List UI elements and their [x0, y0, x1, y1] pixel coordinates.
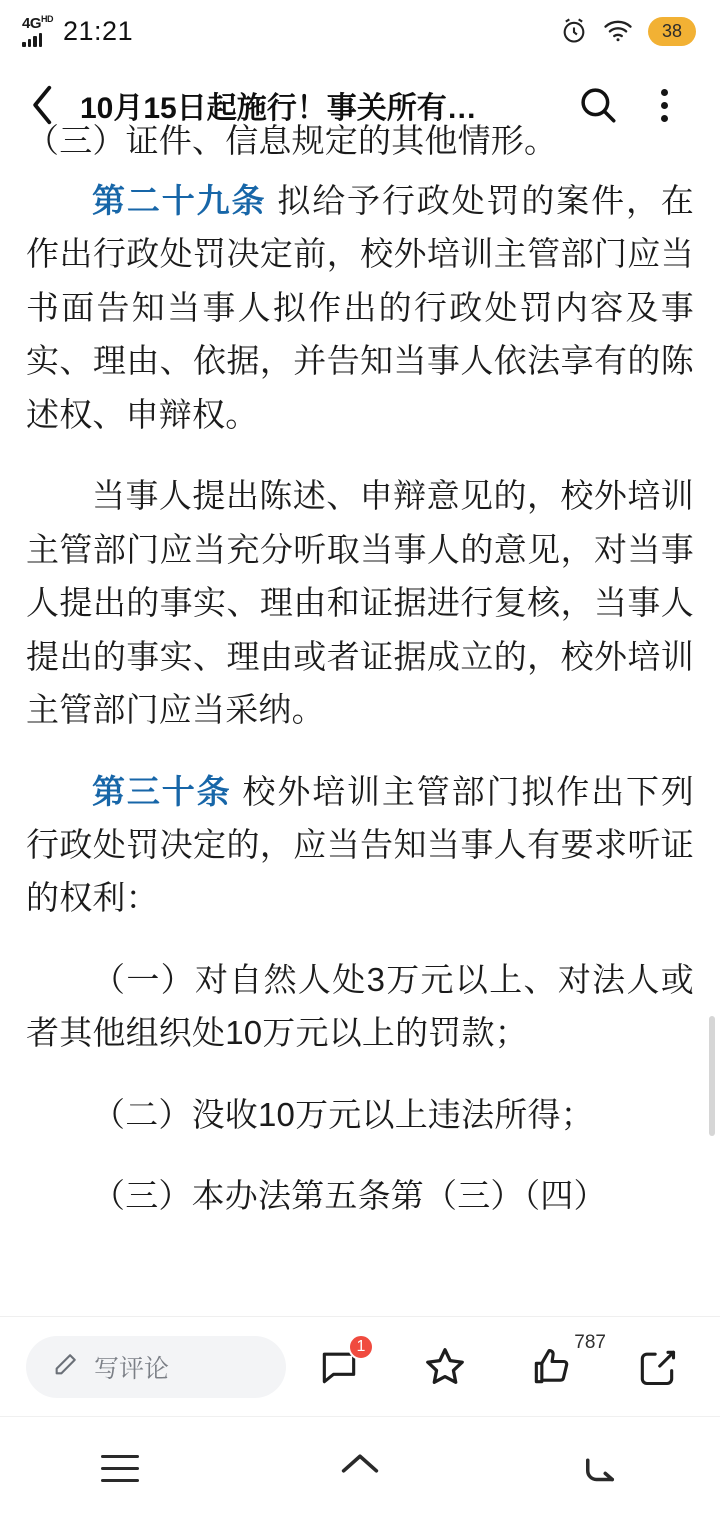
battery-icon: 38	[648, 17, 696, 46]
wifi-icon	[603, 19, 633, 43]
network-type-label	[22, 15, 53, 31]
page-title: 10月15日起施行！事关所有…	[80, 92, 477, 125]
star-icon[interactable]	[414, 1336, 476, 1398]
scrollbar[interactable]	[709, 1016, 715, 1136]
action-bar	[0, 1316, 720, 1416]
paragraph	[26, 469, 694, 736]
thumbs-up-icon[interactable]	[520, 1331, 606, 1398]
network-hd-text: HD	[41, 14, 54, 24]
paragraph-text: （二）没收10万元以上违法所得；	[92, 1095, 594, 1133]
alarm-icon	[560, 17, 588, 45]
paragraph	[26, 174, 694, 441]
paragraph-text: 校外培训主管部门拟作出下列行政处罚决定的，应当告知当事人有要求听证的权利：	[26, 772, 695, 917]
home-icon[interactable]	[305, 1434, 415, 1504]
network-type-text: 4G	[22, 15, 42, 32]
pencil-icon	[52, 1350, 80, 1383]
menu-icon[interactable]	[65, 1434, 175, 1504]
paragraph-text: 拟给予行政处罚的案件，在作出行政处罚决定前，校外培训主管部门应当书面告知当事人拟作出的行政处罚内容及事实、理由、依据，并告知当事人依法享有的陈述权、申辩权。	[26, 182, 695, 433]
paragraph-text: 当事人提出陈述、申辩意见的，校外培训主管部门应当充分听取当事人的意见，对当事人提出的事实、理由和证据进行复核，当事人提出的事实、理由或者证据成立的，校外培训主管部门应当采纳。	[26, 477, 694, 729]
status-right	[560, 17, 696, 46]
comment-input[interactable]	[26, 1336, 286, 1398]
paragraph	[26, 1088, 694, 1141]
article-number: 第三十条	[92, 772, 232, 810]
article-number: 第二十九条	[92, 182, 267, 219]
paragraph-text: （一）对自然人处3万元以上、对法人或者其他组织处10万元以上的罚款；	[26, 960, 694, 1052]
status-bar	[0, 0, 720, 62]
status-left	[22, 15, 133, 47]
action-icons	[308, 1331, 688, 1398]
article-body[interactable]	[0, 122, 720, 1316]
comment-icon[interactable]	[308, 1336, 370, 1398]
signal-icon	[22, 33, 42, 47]
clipped-paragraph: （三）证件、信息规定的其他情形。	[26, 122, 558, 159]
comment-count-badge: 1	[348, 1334, 374, 1360]
paragraph	[26, 1169, 694, 1222]
comment-placeholder-text: 写评论	[94, 1354, 170, 1383]
paragraph	[26, 953, 694, 1060]
like-count: 787	[574, 1331, 606, 1353]
system-navigation-bar	[0, 1416, 720, 1520]
network-indicator	[22, 15, 53, 47]
paragraph	[26, 765, 694, 925]
paragraph-text: （三）本办法第五条第（三）（四）	[92, 1177, 607, 1215]
share-icon[interactable]	[626, 1336, 688, 1398]
back-arrow-icon[interactable]	[545, 1434, 655, 1504]
status-clock: 21:21	[63, 15, 134, 46]
